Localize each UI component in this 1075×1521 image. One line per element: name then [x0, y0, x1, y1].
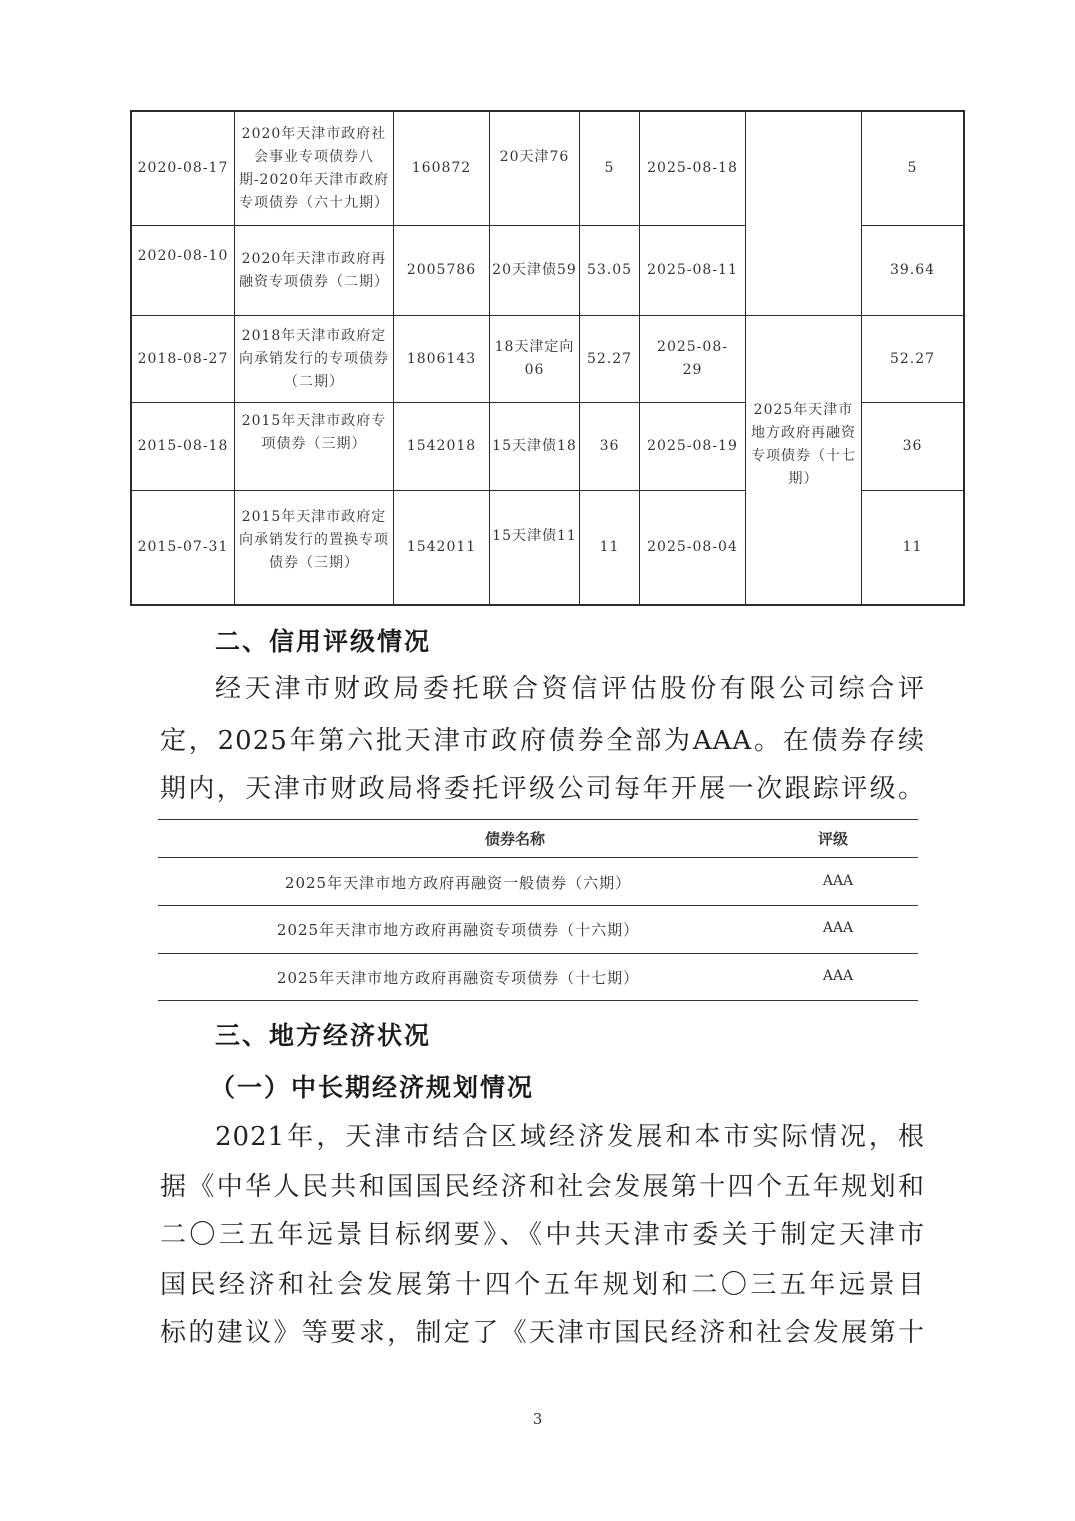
table-cell-bond-name: 2020年天津市政府再融资专项债券（二期） — [239, 250, 389, 290]
rating-table-header-name: 债券名称 — [485, 830, 546, 848]
rating-table-grade: AAA — [822, 873, 854, 889]
table-cell-date: 2020-08-10 — [137, 247, 229, 264]
rating-table-header-grade: 评级 — [818, 830, 849, 848]
paragraph-line: 二〇三五年远景目标纲要》、《中共天津市委关于制定天津市 — [160, 1220, 925, 1250]
table-cell-amount: 11 — [599, 539, 620, 555]
table-cell-bond-name: 2020年天津市政府社会事业专项债券八期-2020年天津市政府专项债券（六十九期） — [238, 125, 390, 211]
paragraph-line: 标的建议》等要求，制定了《天津市国民经济和社会发展第十 — [160, 1318, 925, 1348]
table-border — [963, 110, 965, 606]
table-cell-maturity: 2025-08-18 — [647, 160, 738, 176]
table-cell-bond-name: 2015年天津市政府定向承销发行的置换专项债券（三期） — [239, 508, 389, 571]
paragraph-line: 经天津市财政局委托联合资信评估股份有限公司综合评 — [215, 674, 925, 704]
paragraph-line: 据《中华人民共和国国民经济和社会发展第十四个五年规划和 — [160, 1172, 925, 1202]
table-cell-new-bond-merged: 2025年天津市地方政府再融资专项债券（十七期） — [751, 402, 856, 487]
table-cell-maturity: 2025-08-11 — [647, 262, 738, 278]
subsection-heading-economic-plan: （一）中长期经济规划情况 — [210, 1073, 535, 1102]
paragraph-line: 定，2025年第六批天津市政府债券全部为AAA。在债券存续 — [160, 726, 925, 756]
rating-table-rule — [158, 953, 918, 954]
table-cell-short-name: 15天津债18 — [492, 438, 577, 454]
table-cell-refinance-amount: 11 — [902, 539, 923, 555]
rating-table-bond-name: 2025年天津市地方政府再融资专项债券（十六期） — [276, 921, 640, 939]
section-heading-local-economy: 三、地方经济状况 — [215, 1021, 432, 1050]
rating-table-grade: AAA — [822, 968, 854, 984]
bond-table — [130, 110, 965, 606]
table-cell-bond-name: 2015年天津市政府专项债券（三期） — [241, 413, 387, 452]
table-cell-code: 1542018 — [406, 438, 477, 454]
table-border — [130, 604, 965, 606]
table-cell-maturity: 2025-08-29 — [657, 339, 728, 378]
rating-table-bond-name: 2025年天津市地方政府再融资一般债券（六期） — [284, 874, 632, 892]
table-cell-short-name: 20天津76 — [499, 148, 570, 165]
table-cell-code: 160872 — [411, 160, 472, 176]
rating-table-bond-name: 2025年天津市地方政府再融资专项债券（十七期） — [276, 969, 640, 987]
table-cell-bond-name: 2018年天津市政府定向承销发行的专项债券（二期） — [239, 327, 389, 390]
table-cell-short-name: 18天津定向06 — [494, 339, 575, 378]
rating-table-rule — [158, 1000, 918, 1001]
table-cell-code: 1542011 — [406, 539, 477, 555]
table-cell-maturity: 2025-08-19 — [647, 438, 738, 454]
paragraph-line: 期内，天津市财政局将委托评级公司每年开展一次跟踪评级。 — [160, 774, 925, 804]
rating-table-grade: AAA — [822, 920, 854, 936]
table-cell-code: 2005786 — [406, 262, 477, 278]
table-cell-date: 2018-08-27 — [137, 350, 229, 367]
table-cell-amount: 36 — [599, 438, 620, 454]
table-cell-short-name: 20天津债59 — [492, 262, 577, 278]
table-cell-amount: 53.05 — [586, 262, 633, 278]
rating-table-rule — [158, 819, 918, 820]
table-cell-refinance-amount: 39.64 — [889, 262, 936, 278]
section-heading-credit-rating: 二、信用评级情况 — [215, 627, 432, 656]
rating-table-rule — [158, 857, 918, 858]
table-border — [745, 110, 746, 606]
rating-table-rule — [158, 905, 918, 906]
table-cell-date: 2015-08-18 — [137, 438, 229, 454]
paragraph-line: 国民经济和社会发展第十四个五年规划和二〇三五年远景目 — [160, 1270, 925, 1300]
table-cell-maturity: 2025-08-04 — [647, 539, 738, 555]
table-cell-refinance-amount: 52.27 — [889, 350, 936, 367]
table-cell-date: 2015-07-31 — [137, 539, 229, 555]
table-cell-short-name: 15天津债11 — [492, 527, 577, 544]
table-cell-refinance-amount: 5 — [907, 160, 918, 176]
table-cell-amount: 5 — [604, 160, 615, 176]
page-number: 3 — [532, 1410, 543, 1428]
table-cell-amount: 52.27 — [586, 350, 633, 367]
paragraph-line: 2021年，天津市结合区域经济发展和本市实际情况，根 — [215, 1122, 925, 1152]
table-cell-date: 2020-08-17 — [137, 160, 229, 176]
table-cell-refinance-amount: 36 — [902, 438, 923, 454]
table-cell-code: 1806143 — [406, 350, 477, 367]
